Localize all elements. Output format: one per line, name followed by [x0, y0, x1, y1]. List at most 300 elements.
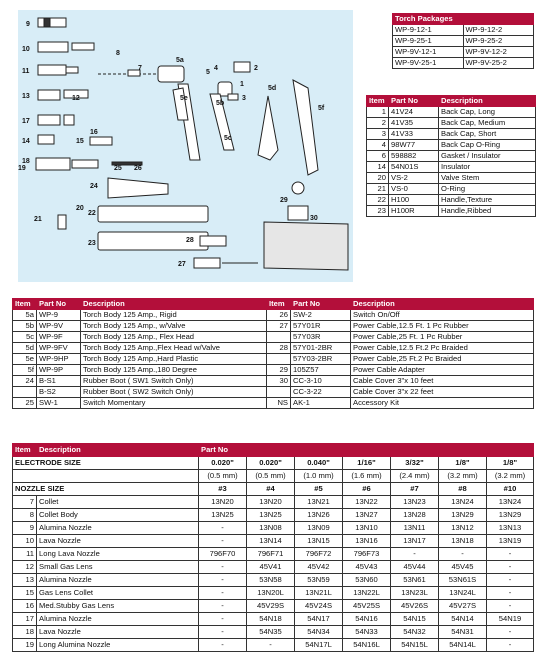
electrode-metric: (3.2 mm)	[487, 470, 534, 483]
svg-text:9: 9	[26, 21, 30, 28]
part-number: H100R	[389, 206, 439, 217]
part-number: 13N24	[487, 496, 534, 509]
table-row	[367, 184, 536, 195]
table-row	[13, 587, 534, 600]
part-number: 54N14L	[439, 639, 487, 652]
svg-text:25: 25	[114, 165, 122, 172]
part-number: -	[199, 522, 247, 535]
svg-text:5d: 5d	[268, 85, 277, 92]
item-number: 6	[367, 151, 389, 162]
part-number: 54N15L	[391, 639, 439, 652]
table-row	[13, 310, 534, 321]
part-description: Power Cable,12.5 Ft. 1 Pc Rubber	[351, 321, 534, 332]
part-number: 13N17	[391, 535, 439, 548]
part-number: 13N28	[391, 509, 439, 522]
part-number: 13N23	[391, 496, 439, 509]
svg-text:8: 8	[116, 50, 120, 57]
part-number: WP-9FV	[37, 343, 81, 354]
part-number: B-S2	[37, 387, 81, 398]
svg-text:24: 24	[90, 183, 98, 190]
part-number: 45V45	[439, 561, 487, 574]
package-cell: WP-9-25-2	[463, 36, 534, 47]
item-number: 29	[267, 365, 291, 376]
torch-packages-table	[392, 13, 534, 69]
part-number: 13N22	[343, 496, 391, 509]
part-number: 41V24	[389, 107, 439, 118]
item-number: 5b	[13, 321, 37, 332]
part-number: 13N19	[487, 535, 534, 548]
item-number: 2	[367, 118, 389, 129]
part-number: -	[487, 626, 534, 639]
part-number: -	[247, 639, 295, 652]
part-description: Accessory Kit	[351, 398, 534, 409]
part-description: Torch Body 125 Amp., Rigid	[81, 310, 267, 321]
table-row	[367, 107, 536, 118]
part-number: 13N16	[343, 535, 391, 548]
item-number: 26	[267, 310, 291, 321]
package-cell: WP-9-12-1	[393, 25, 464, 36]
part-number: 54N14	[439, 613, 487, 626]
part-number: 796F70	[199, 548, 247, 561]
part-number: -	[199, 535, 247, 548]
part-number: 13N21L	[295, 587, 343, 600]
electrode-size: 1/16"	[343, 457, 391, 470]
column-header-part-no: Part No	[37, 299, 81, 310]
part-description: Cable Cover 3"x 22 feet	[351, 387, 534, 398]
svg-text:18: 18	[22, 158, 30, 165]
table-row	[13, 398, 534, 409]
part-number: 45V44	[391, 561, 439, 574]
part-number: 13N15	[295, 535, 343, 548]
table-row	[13, 321, 534, 332]
part-number: 53N58	[247, 574, 295, 587]
part-number: AK-1	[291, 398, 351, 409]
item-number: 27	[267, 321, 291, 332]
part-description: Long Alumina Nozzle	[37, 639, 199, 652]
part-number: 105Z57	[291, 365, 351, 376]
table-row	[367, 206, 536, 217]
part-number: WP-9V	[37, 321, 81, 332]
part-number: 13N23L	[391, 587, 439, 600]
electrode-size-label: ELECTRODE SIZE	[13, 457, 199, 470]
part-description: Rubber Boot ( SW1 Switch Only)	[81, 376, 267, 387]
part-description: Back Cap O-Ring	[439, 140, 536, 151]
svg-text:12: 12	[72, 95, 80, 102]
part-number: 57Y01-2BR	[291, 343, 351, 354]
part-number: 13N14	[247, 535, 295, 548]
electrode-metric: (0.5 mm)	[199, 470, 247, 483]
part-number: WP-9P	[37, 365, 81, 376]
part-number: 598882	[389, 151, 439, 162]
part-number: -	[199, 613, 247, 626]
part-number: VS-2	[389, 173, 439, 184]
svg-text:13: 13	[22, 93, 30, 100]
package-cell: WP-9V-12-1	[393, 47, 464, 58]
part-number: 53N60	[343, 574, 391, 587]
part-description: Valve Stem	[439, 173, 536, 184]
part-number: 13N29	[487, 509, 534, 522]
package-cell: WP-9V-12-2	[463, 47, 534, 58]
item-number: 15	[13, 587, 37, 600]
part-number: 13N25	[199, 509, 247, 522]
part-number: 13N25	[247, 509, 295, 522]
table-row	[13, 365, 534, 376]
svg-text:17: 17	[22, 118, 30, 125]
part-number: -	[487, 587, 534, 600]
part-number: 53N59	[295, 574, 343, 587]
table-row	[367, 162, 536, 173]
part-number: 796F73	[343, 548, 391, 561]
svg-text:30: 30	[310, 215, 318, 222]
table-row	[367, 173, 536, 184]
table-row	[393, 25, 534, 36]
svg-text:27: 27	[178, 261, 186, 268]
table-row	[13, 639, 534, 652]
column-header-description: Description	[37, 444, 199, 457]
nozzle-size-row	[13, 483, 534, 496]
column-header-part-no: Part No	[291, 299, 351, 310]
item-number	[13, 387, 37, 398]
part-number: 45V25S	[343, 600, 391, 613]
table-row	[367, 118, 536, 129]
part-number: 45V43	[343, 561, 391, 574]
parts-right-body	[367, 107, 536, 217]
part-number: 13N27	[343, 509, 391, 522]
svg-text:16: 16	[90, 129, 98, 136]
svg-text:20: 20	[76, 205, 84, 212]
svg-text:28: 28	[186, 237, 194, 244]
nozzle-size: #8	[439, 483, 487, 496]
part-description: Torch Body 125 Amp.,180 Degree	[81, 365, 267, 376]
part-number: 45V26S	[391, 600, 439, 613]
part-number: 53N61S	[439, 574, 487, 587]
spacer-cell	[13, 470, 199, 483]
part-description: Power Cable,25 Ft.2 Pc Braided	[351, 354, 534, 365]
part-description: Switch On/Off	[351, 310, 534, 321]
svg-text:5a: 5a	[176, 57, 184, 64]
item-number: 13	[13, 574, 37, 587]
svg-text:7: 7	[138, 65, 142, 72]
column-header-part-no: Part No	[199, 444, 534, 457]
electrode-metric-row	[13, 470, 534, 483]
part-description: Lava Nozzle	[37, 626, 199, 639]
part-description: Switch Momentary	[81, 398, 267, 409]
part-description: Power Cable Adapter	[351, 365, 534, 376]
part-number: 41V35	[389, 118, 439, 129]
table-row	[13, 574, 534, 587]
part-number: SW-1	[37, 398, 81, 409]
item-number: 5d	[13, 343, 37, 354]
part-number: 13N20	[247, 496, 295, 509]
item-number: NS	[267, 398, 291, 409]
part-number: 54N16L	[343, 639, 391, 652]
item-number: 12	[13, 561, 37, 574]
table-row	[13, 496, 534, 509]
electrode-metric: (2.4 mm)	[391, 470, 439, 483]
part-description: Alumina Nozzle	[37, 522, 199, 535]
electrode-size: 1/8"	[487, 457, 534, 470]
part-number: 54N31	[439, 626, 487, 639]
svg-text:29: 29	[280, 197, 288, 204]
item-number: 18	[13, 626, 37, 639]
part-description: Lava Nozzle	[37, 535, 199, 548]
part-number: -	[487, 548, 534, 561]
electrode-metric: (0.5 mm)	[247, 470, 295, 483]
svg-text:5e: 5e	[180, 95, 188, 102]
back-cap-parts-table	[366, 95, 536, 217]
package-cell: WP-9-25-1	[393, 36, 464, 47]
part-number: -	[199, 626, 247, 639]
part-number: 54N18	[247, 613, 295, 626]
svg-text:5f: 5f	[318, 105, 325, 112]
svg-text:22: 22	[88, 210, 96, 217]
table-row	[13, 535, 534, 548]
part-number: 13N18	[439, 535, 487, 548]
table-row	[393, 36, 534, 47]
item-number: 3	[367, 129, 389, 140]
part-description: Med.Stubby Gas Lens	[37, 600, 199, 613]
part-number: WP-9HP	[37, 354, 81, 365]
table-row	[13, 509, 534, 522]
part-description: Collet	[37, 496, 199, 509]
part-description: Torch Body 125 Amp.,Flex Head w/Valve	[81, 343, 267, 354]
part-number: WP-9	[37, 310, 81, 321]
svg-text:21: 21	[34, 216, 42, 223]
part-number: 54N17	[295, 613, 343, 626]
electrode-size: 0.040"	[295, 457, 343, 470]
part-number: SW-2	[291, 310, 351, 321]
table-row	[367, 140, 536, 151]
svg-text:11: 11	[22, 68, 30, 75]
part-description: Alumina Nozzle	[37, 574, 199, 587]
item-number: 16	[13, 600, 37, 613]
item-number: 24	[13, 376, 37, 387]
part-number: 45V24S	[295, 600, 343, 613]
part-description: O-Ring	[439, 184, 536, 195]
item-number: 5f	[13, 365, 37, 376]
part-description: Cable Cover 3"x 10 feet	[351, 376, 534, 387]
part-number: 57Y01R	[291, 321, 351, 332]
item-number	[267, 354, 291, 365]
part-number: 13N26	[295, 509, 343, 522]
item-number	[267, 332, 291, 343]
part-number: WP-9F	[37, 332, 81, 343]
column-header-item: Item	[13, 299, 37, 310]
part-description: Back Cap, Long	[439, 107, 536, 118]
column-header-item: Item	[267, 299, 291, 310]
svg-text:19: 19	[18, 165, 26, 172]
part-description: Back Cap, Short	[439, 129, 536, 140]
torch-packages-title: Torch Packages	[393, 14, 534, 25]
svg-text:4: 4	[214, 65, 218, 72]
part-number: 13N13	[487, 522, 534, 535]
electrode-metric: (1.0 mm)	[295, 470, 343, 483]
part-description: Alumina Nozzle	[37, 613, 199, 626]
table-row	[13, 548, 534, 561]
table-row	[13, 613, 534, 626]
table-row	[367, 195, 536, 206]
part-description: Gas Lens Collet	[37, 587, 199, 600]
part-number: 13N22L	[343, 587, 391, 600]
part-number: 13N10	[343, 522, 391, 535]
table-row	[367, 129, 536, 140]
part-number: 54N19	[487, 613, 534, 626]
part-description: Torch Body 125 Amp., w/Valve	[81, 321, 267, 332]
part-number: 45V29S	[247, 600, 295, 613]
part-description: Power Cable,25 Ft. 1 Pc Rubber	[351, 332, 534, 343]
nozzle-size: #6	[343, 483, 391, 496]
item-number: 14	[367, 162, 389, 173]
part-number: 54N15	[391, 613, 439, 626]
table-row	[13, 387, 534, 398]
exploded-parts-diagram	[18, 10, 353, 282]
table-row	[13, 561, 534, 574]
part-number: B-S1	[37, 376, 81, 387]
svg-text:5b: 5b	[216, 100, 225, 107]
part-number: 54N16	[343, 613, 391, 626]
table-row	[13, 354, 534, 365]
part-description: Rubber Boot ( SW2 Switch Only)	[81, 387, 267, 398]
svg-text:26: 26	[134, 165, 142, 172]
column-header-description: Description	[439, 96, 536, 107]
part-number: 98W77	[389, 140, 439, 151]
part-number: 41V33	[389, 129, 439, 140]
part-number: 54N17L	[295, 639, 343, 652]
electrode-size-row	[13, 457, 534, 470]
package-cell: WP-9V-25-2	[463, 58, 534, 69]
table-row	[13, 600, 534, 613]
svg-text:2: 2	[254, 65, 258, 72]
item-number: 8	[13, 509, 37, 522]
part-description: Handle,Texture	[439, 195, 536, 206]
table-row	[13, 343, 534, 354]
svg-text:14: 14	[22, 138, 30, 145]
part-number: 57Y03R	[291, 332, 351, 343]
nozzle-size: #5	[295, 483, 343, 496]
part-description: Handle,Ribbed	[439, 206, 536, 217]
part-description: Back Cap, Medium	[439, 118, 536, 129]
part-number: -	[439, 548, 487, 561]
part-description: Collet Body	[37, 509, 199, 522]
part-number: 45V27S	[439, 600, 487, 613]
part-description: Insulator	[439, 162, 536, 173]
part-number: 54N01S	[389, 162, 439, 173]
torch-body-parts-table	[12, 298, 534, 409]
package-cell: WP-9-12-2	[463, 25, 534, 36]
part-number: 54N35	[247, 626, 295, 639]
consumables-table	[12, 443, 534, 652]
part-number: 13N29	[439, 509, 487, 522]
electrode-metric: (1.6 mm)	[343, 470, 391, 483]
table-row	[13, 332, 534, 343]
part-number: 13N20L	[247, 587, 295, 600]
part-number: -	[199, 561, 247, 574]
column-header-description: Description	[351, 299, 534, 310]
item-number: 5a	[13, 310, 37, 321]
part-description: Torch Body 125 Amp., Flex Head	[81, 332, 267, 343]
parts-illustration	[18, 10, 353, 282]
part-number: CC-3-10	[291, 376, 351, 387]
part-number: 13N24L	[439, 587, 487, 600]
part-number: 13N24	[439, 496, 487, 509]
part-number: -	[199, 587, 247, 600]
item-number: 5e	[13, 354, 37, 365]
nozzle-size: #10	[487, 483, 534, 496]
part-number: CC-3-22	[291, 387, 351, 398]
table-row	[393, 58, 534, 69]
part-number: -	[487, 639, 534, 652]
item-number: 22	[367, 195, 389, 206]
bodies-body	[13, 310, 534, 409]
part-number: 13N12	[439, 522, 487, 535]
svg-text:10: 10	[22, 46, 30, 53]
svg-text:23: 23	[88, 240, 96, 247]
part-number: VS-0	[389, 184, 439, 195]
item-number: 9	[13, 522, 37, 535]
nozzle-size: #7	[391, 483, 439, 496]
part-number: 13N09	[295, 522, 343, 535]
item-number: 17	[13, 613, 37, 626]
part-number: -	[487, 561, 534, 574]
svg-text:3: 3	[242, 95, 246, 102]
part-number: 796F72	[295, 548, 343, 561]
part-description: Torch Body 125 Amp.,Hard Plastic	[81, 354, 267, 365]
part-number: -	[199, 639, 247, 652]
nozzle-size: #4	[247, 483, 295, 496]
package-cell: WP-9V-25-1	[393, 58, 464, 69]
item-number: 7	[13, 496, 37, 509]
part-number: -	[199, 574, 247, 587]
electrode-size: 3/32"	[391, 457, 439, 470]
part-number: 13N21	[295, 496, 343, 509]
part-number: -	[391, 548, 439, 561]
item-number: 11	[13, 548, 37, 561]
item-number: 4	[367, 140, 389, 151]
svg-text:1: 1	[240, 81, 244, 88]
item-number	[267, 387, 291, 398]
part-number: 54N33	[343, 626, 391, 639]
part-number: 54N34	[295, 626, 343, 639]
part-number: 13N08	[247, 522, 295, 535]
electrode-size: 1/8"	[439, 457, 487, 470]
consumables-body	[13, 496, 534, 652]
table-row	[13, 376, 534, 387]
table-row	[13, 522, 534, 535]
part-number: -	[487, 574, 534, 587]
svg-text:5c: 5c	[224, 135, 232, 142]
electrode-size: 0.020"	[199, 457, 247, 470]
item-number: 30	[267, 376, 291, 387]
part-number: 57Y03-2BR	[291, 354, 351, 365]
part-number: 53N61	[391, 574, 439, 587]
part-number: 45V41	[247, 561, 295, 574]
table-row	[393, 47, 534, 58]
part-number: 13N20	[199, 496, 247, 509]
electrode-metric: (3.2 mm)	[439, 470, 487, 483]
column-header-description: Description	[81, 299, 267, 310]
item-number: 19	[13, 639, 37, 652]
part-description: Long Lava Nozzle	[37, 548, 199, 561]
item-number: 5c	[13, 332, 37, 343]
electrode-size: 0.020"	[247, 457, 295, 470]
item-number: 20	[367, 173, 389, 184]
part-number: -	[487, 600, 534, 613]
column-header-item: Item	[13, 444, 37, 457]
item-number: 10	[13, 535, 37, 548]
item-number: 28	[267, 343, 291, 354]
item-number: 1	[367, 107, 389, 118]
svg-text:5: 5	[206, 69, 210, 76]
